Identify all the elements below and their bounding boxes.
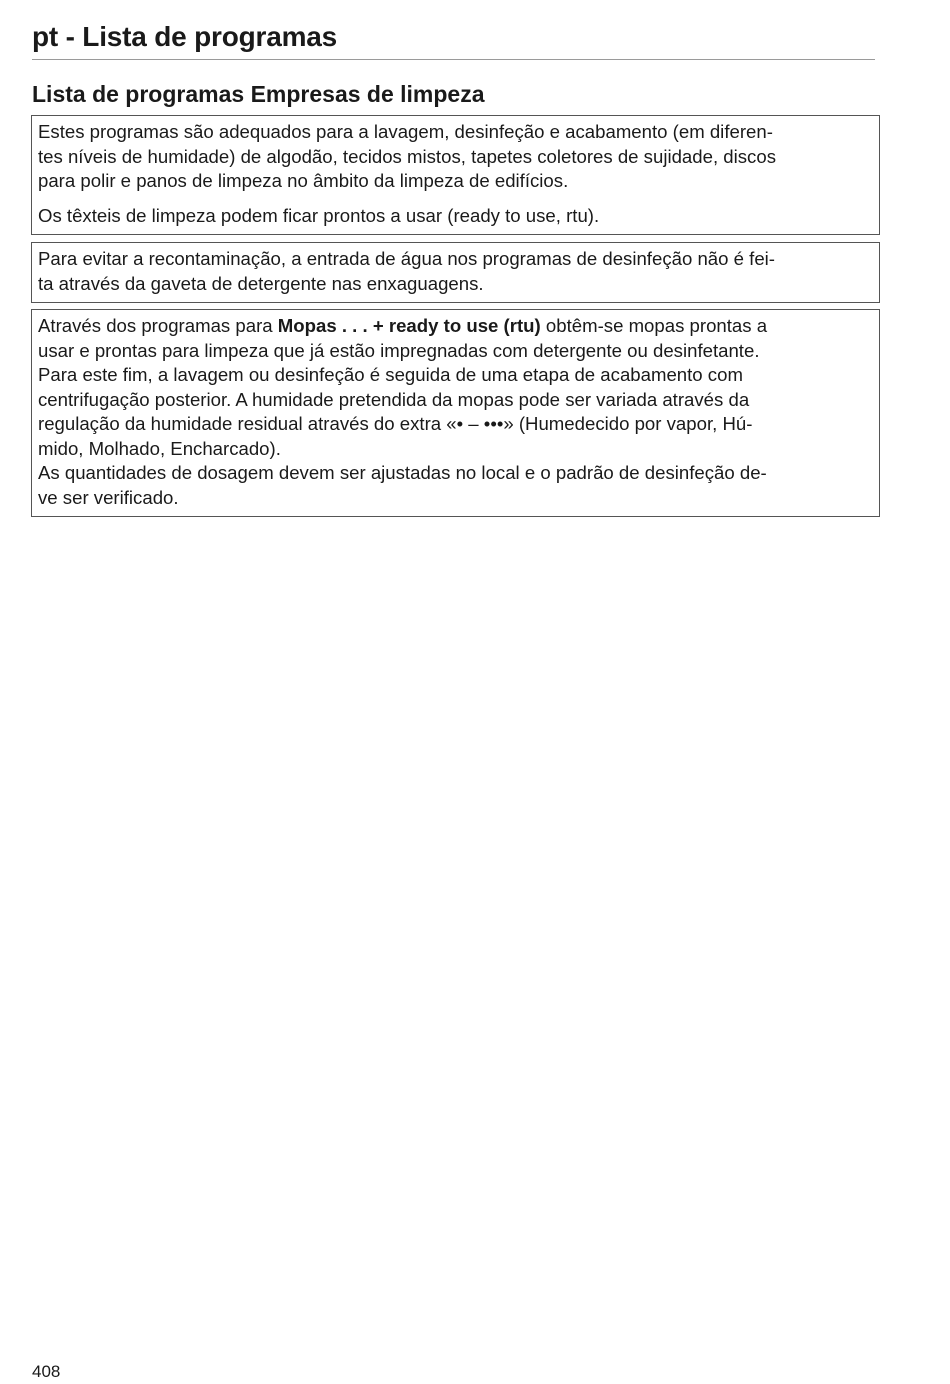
box1-paragraph-2: Os têxteis de limpeza podem ficar prontos a usar (ready to use, rtu). — [38, 204, 600, 226]
section-title: Lista de programas Empresas de limpeza — [32, 81, 485, 107]
text-line: ve ser verificado. — [38, 486, 179, 508]
page-title: pt - Lista de programas — [32, 21, 338, 52]
info-box-mops — [31, 309, 880, 517]
page-number: 408 — [32, 1362, 61, 1381]
text-line: Para este fim, a lavagem ou desinfeção é seguida de uma etapa de acabamento com — [38, 364, 743, 385]
info-box-programs — [31, 115, 880, 235]
text-line: Através dos programas para — [38, 315, 278, 336]
text-line: Para evitar a recontaminação, a entrada de água nos programas de desinfeção não é fei- — [38, 248, 775, 269]
box1-paragraph-1 — [38, 120, 873, 194]
text-line: para polir e panos de limpeza no âmbito da limpeza de edifícios. — [38, 170, 569, 191]
box2-paragraph — [38, 247, 873, 296]
text-line: Estes programas são adequados para a lavagem, desinfeção e acabamento (em diferen- — [38, 121, 773, 142]
text-line: tes níveis de humidade) de algodão, tecidos mistos, tapetes coletores de sujidade, discos — [38, 145, 776, 167]
text-line: obtêm-se mopas prontas a — [540, 315, 768, 336]
text-line: ta através da gaveta de detergente nas enxaguagens. — [38, 272, 484, 294]
text-line: usar e prontas para limpeza que já estão impregnadas com detergente ou desinfetante. — [38, 339, 760, 361]
text-line: centrifugação posterior. A humidade pretendida da mopas pode ser variada através da — [38, 388, 750, 410]
text-line: mido, Molhado, Encharcado). — [38, 437, 281, 459]
program-name-bold: Mopas . . . + ready to use (rtu) — [277, 315, 541, 336]
box3-paragraph — [38, 314, 873, 510]
info-box-recontamination — [31, 242, 880, 303]
text-line: regulação da humidade residual através do extra «• – •••» (Humedecido por vapor, Hú- — [38, 413, 753, 434]
text-line: As quantidades de dosagem devem ser ajustadas no local e o padrão de desinfeção de- — [38, 462, 767, 483]
page-header — [32, 20, 875, 60]
